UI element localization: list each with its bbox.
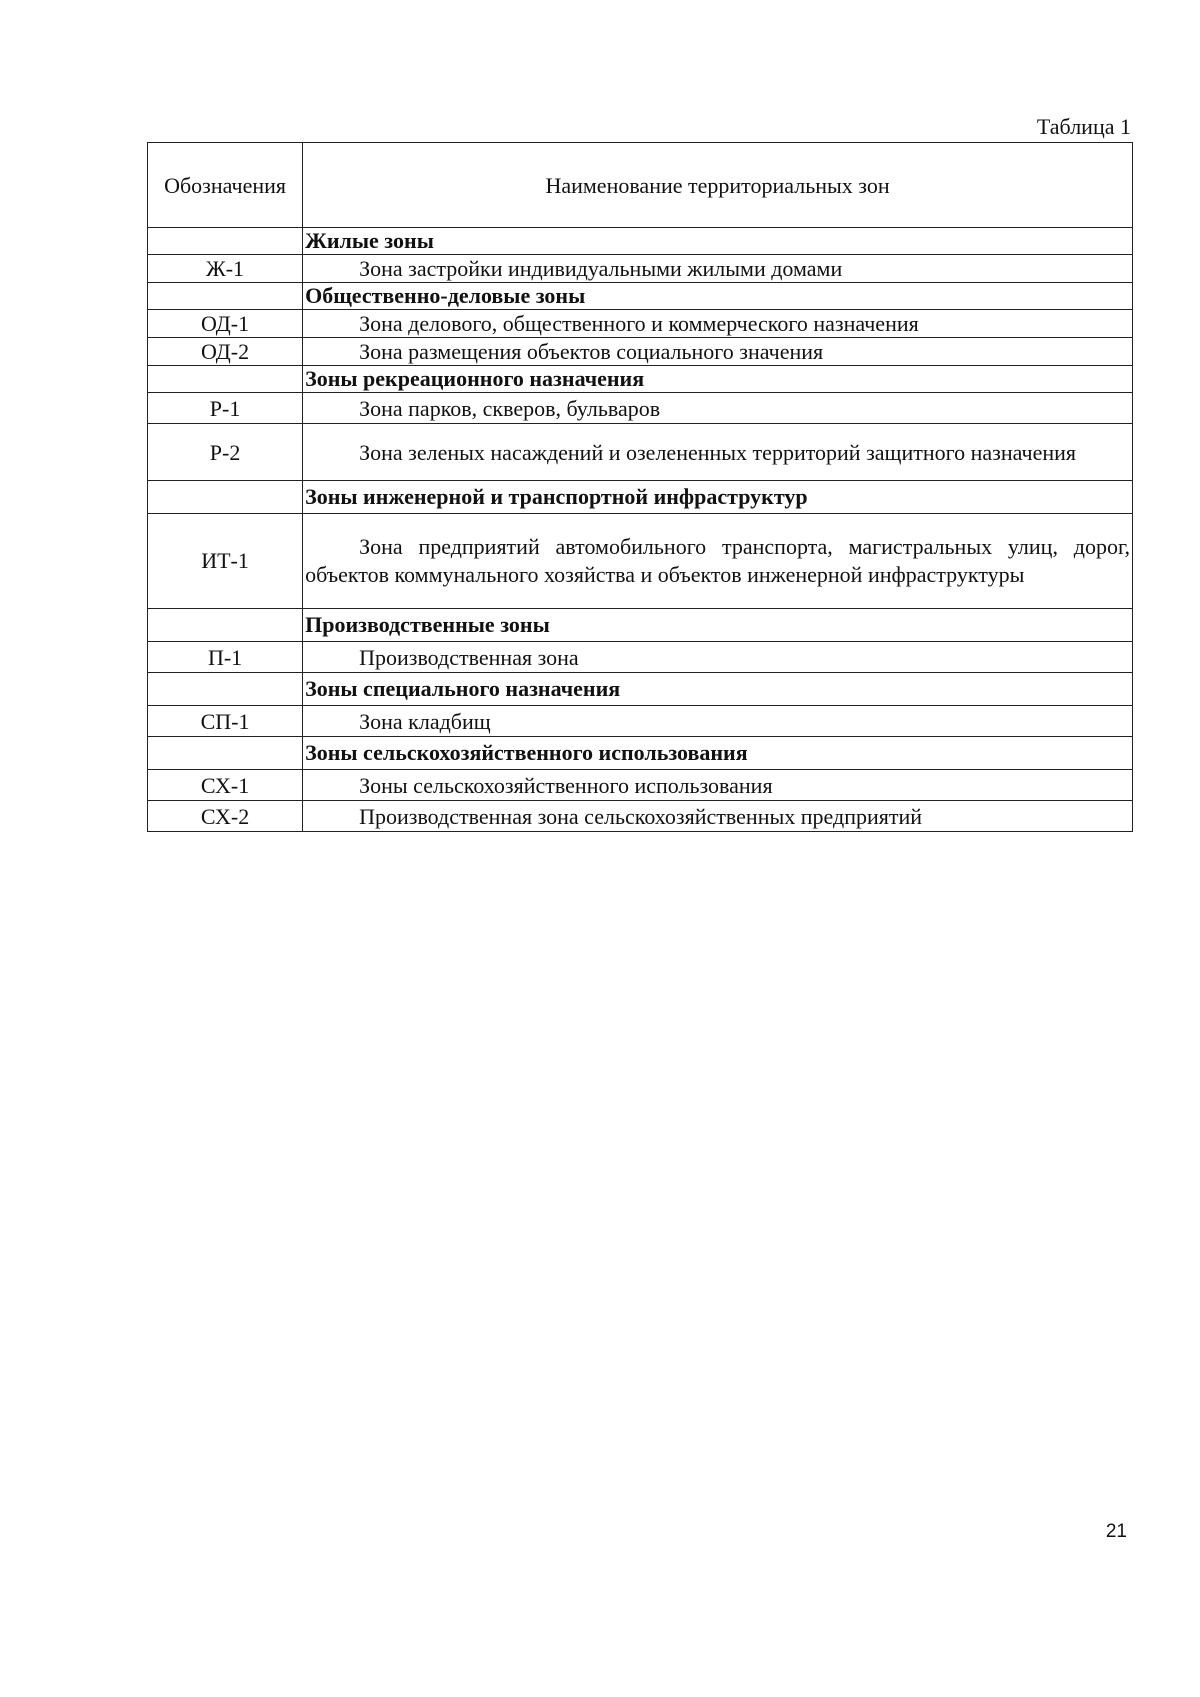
- table-row: [148, 310, 1133, 338]
- group-code-cell: [148, 481, 303, 514]
- group-code-cell: [148, 737, 303, 770]
- group-title: Жилые зоны: [303, 228, 1133, 255]
- zone-code: ОД-1: [148, 310, 303, 338]
- table-row: [148, 706, 1133, 737]
- group-title: Общественно-деловые зоны: [303, 283, 1133, 310]
- group-title: Зоны рекреационного назначения: [303, 366, 1133, 393]
- zone-name: Зона предприятий автомобильного транспорта, магистральных улиц, дорог, объектов коммунального хозяйства и объектов инженерной инфраструктуры: [303, 514, 1133, 609]
- zone-name: Производственная зона: [303, 642, 1133, 673]
- table-row: [148, 801, 1133, 832]
- group-code-cell: [148, 366, 303, 393]
- table-row: [148, 338, 1133, 366]
- group-row: [148, 228, 1133, 255]
- table-row: [148, 255, 1133, 283]
- group-row: [148, 283, 1133, 310]
- zone-code: СП-1: [148, 706, 303, 737]
- zone-code: ИТ-1: [148, 514, 303, 609]
- group-row: [148, 673, 1133, 706]
- group-code-cell: [148, 228, 303, 255]
- table-row: [148, 424, 1133, 481]
- group-row: [148, 366, 1133, 393]
- zone-name: Зона делового, общественного и коммерческого назначения: [303, 310, 1133, 338]
- zone-code: Р-2: [148, 424, 303, 481]
- zone-code: Р-1: [148, 393, 303, 424]
- zone-code: ОД-2: [148, 338, 303, 366]
- territorial-zones-table: [147, 142, 1133, 832]
- group-title: Зоны специального назначения: [303, 673, 1133, 706]
- table-header-row: [148, 143, 1133, 228]
- table-row: [148, 393, 1133, 424]
- group-title: Зоны сельскохозяйственного использования: [303, 737, 1133, 770]
- table-row: [148, 642, 1133, 673]
- table-row: [148, 770, 1133, 801]
- header-code: Обозначения: [148, 143, 303, 228]
- table-row: [148, 514, 1133, 609]
- zone-name: Зона застройки индивидуальными жилыми домами: [303, 255, 1133, 283]
- zone-name: Зона кладбищ: [303, 706, 1133, 737]
- group-row: [148, 481, 1133, 514]
- group-row: [148, 609, 1133, 642]
- group-title: Зоны инженерной и транспортной инфраструктур: [303, 481, 1133, 514]
- zone-code: Ж-1: [148, 255, 303, 283]
- table-caption: Таблица 1: [1036, 114, 1131, 139]
- zone-name: Зона парков, скверов, бульваров: [303, 393, 1133, 424]
- zone-code: СХ-2: [148, 801, 303, 832]
- zone-code: П-1: [148, 642, 303, 673]
- zone-name: Зона размещения объектов социального значения: [303, 338, 1133, 366]
- group-title: Производственные зоны: [303, 609, 1133, 642]
- group-code-cell: [148, 283, 303, 310]
- header-name: Наименование территориальных зон: [303, 143, 1133, 228]
- group-row: [148, 737, 1133, 770]
- group-code-cell: [148, 609, 303, 642]
- zone-name: Зона зеленых насаждений и озелененных территорий защитного назначения: [303, 424, 1133, 481]
- zone-name: Производственная зона сельскохозяйственных предприятий: [303, 801, 1133, 832]
- group-code-cell: [148, 673, 303, 706]
- zone-code: СХ-1: [148, 770, 303, 801]
- zone-name: Зоны сельскохозяйственного использования: [303, 770, 1133, 801]
- page-number: 21: [1105, 1521, 1127, 1542]
